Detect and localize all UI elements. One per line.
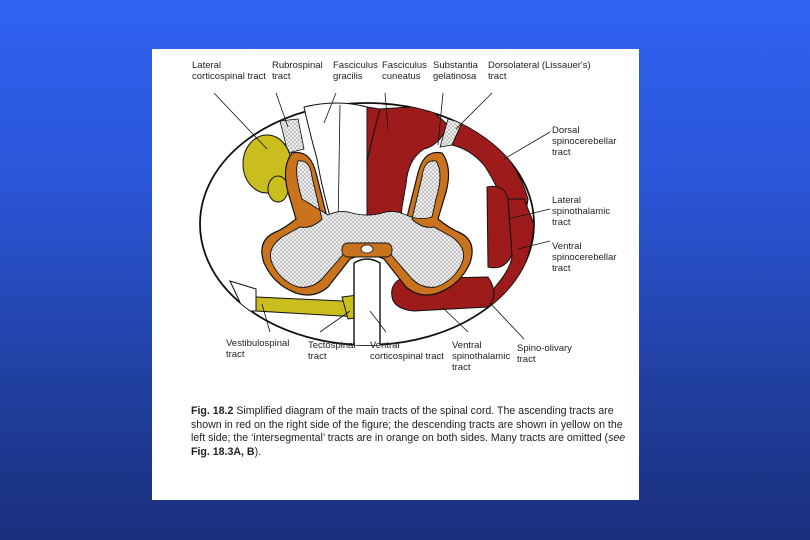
label-line: Lateral (192, 60, 222, 71)
label-line: cuneatus (382, 71, 421, 82)
label-line: spinocerebellar (552, 136, 617, 147)
caption-text: Simplified diagram of the main tracts of the spinal cord. The ascending tracts are shown in red on the right side of the figure; the descending tracts are shown in yellow on the left side; the ‘intersegmental’ tracts are in orange on both sides. Many tracts are omitted ( (191, 405, 623, 444)
label-line: Ventral (370, 340, 400, 351)
label-line: Spino-olivary (517, 343, 572, 354)
caption-end: ). (254, 445, 262, 458)
label-line: corticospinal tract (370, 351, 444, 362)
label-line: tract (452, 362, 471, 373)
label-fasciculus-gracilis (333, 60, 378, 82)
label-line: tract (308, 351, 327, 362)
label-line: tract (552, 147, 571, 158)
label-line: gelatinosa (433, 71, 477, 82)
label-tectospinal (308, 340, 356, 362)
label-line: tract (488, 71, 507, 82)
label-spino-olivary (517, 343, 572, 365)
figure-caption (191, 405, 631, 459)
label-line: spinothalamic (452, 351, 511, 362)
label-lateral-spinothalamic (552, 195, 610, 228)
label-line: Ventral (452, 340, 482, 351)
label-dorsolateral (488, 60, 591, 82)
label-line: tract (552, 217, 571, 228)
label-line: tract (552, 263, 571, 274)
label-line: gracilis (333, 71, 363, 82)
label-ventral-spinothalamic (452, 340, 510, 373)
label-line: tract (272, 71, 291, 82)
label-line: tract (226, 349, 245, 360)
label-line: spinocerebellar (552, 252, 617, 263)
label-line: Vestibulospinal (226, 338, 290, 349)
label-lateral-corticospinal (192, 60, 266, 82)
lateral-spinothalamic-region (487, 186, 512, 268)
figure-panel (152, 49, 639, 500)
caption-ref: Fig. 18.3A, B (191, 445, 255, 458)
label-rubrospinal (272, 60, 323, 82)
label-line: Substantia (433, 60, 478, 71)
label-line: Rubrospinal (272, 60, 323, 71)
label-line: tract (517, 354, 536, 365)
label-ventral-corticospinal (370, 340, 444, 362)
label-line: Fasciculus (333, 60, 378, 71)
caption-see: see (608, 432, 626, 444)
label-line: corticospinal tract (192, 71, 266, 82)
label-line: Dorsolateral (Lissauer's) (488, 60, 591, 71)
label-line: Tectospinal (308, 340, 356, 351)
anterior-median-fissure (354, 259, 380, 345)
label-line: Lateral (552, 195, 582, 206)
label-fasciculus-cuneatus (382, 60, 427, 82)
caption-fig-number: Fig. 18.2 (191, 405, 234, 417)
label-vestibulospinal (226, 338, 289, 360)
label-line: spinothalamic (552, 206, 611, 217)
label-line: Ventral (552, 241, 582, 252)
label-ventral-spinocerebellar (552, 241, 616, 274)
label-substantia-gelatinosa (433, 60, 479, 82)
label-dorsal-spinocerebellar (552, 125, 616, 158)
label-line: Dorsal (552, 125, 580, 136)
central-canal (361, 245, 373, 253)
label-line: Fasciculus (382, 60, 427, 71)
rubrospinal-yellow-region (268, 176, 288, 202)
